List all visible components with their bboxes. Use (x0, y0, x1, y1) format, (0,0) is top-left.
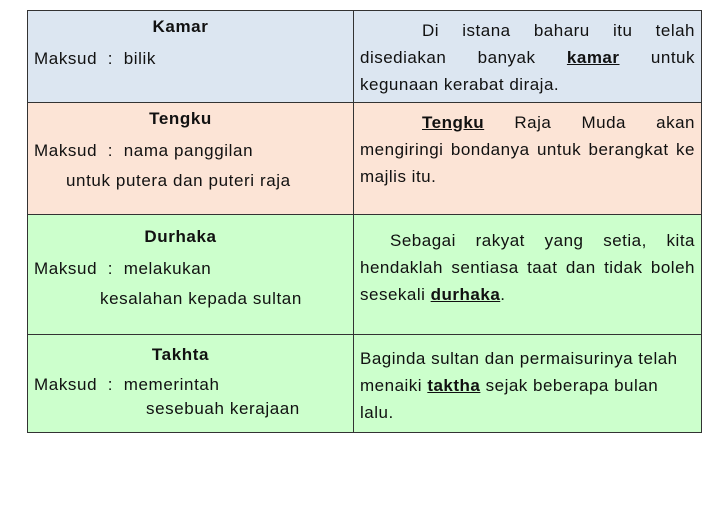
keyword: durhaka (430, 285, 501, 304)
keyword: Tengku (422, 113, 485, 132)
table-row (28, 103, 702, 215)
meaning-text: Maksud : melakukan (34, 259, 212, 278)
sentence-text-after: untuk kegunaan kerabat diraja. (360, 48, 696, 94)
keyword: kamar (566, 48, 620, 67)
sentence-text-before: Di istana baharu itu telah disediakan banyak (360, 21, 695, 67)
meaning-text: Maksud : memerintah (34, 375, 220, 394)
meaning-continuation: untuk putera dan puteri raja (66, 171, 291, 190)
vocabulary-table (27, 10, 702, 433)
sentence-cell (354, 103, 702, 215)
sentence-text-after: . (500, 285, 506, 304)
word-title: Kamar (152, 17, 209, 36)
sentence-cell (354, 215, 702, 335)
word-title: Durhaka (144, 227, 217, 246)
word-cell (28, 215, 354, 335)
sentence-text-after: sejak beberapa bulan lalu. (360, 376, 659, 422)
word-title: Takhta (151, 345, 210, 364)
keyword: taktha (427, 376, 481, 395)
sentence-text-after: Raja Muda akan mengiringi bondanya untuk berangkat ke majlis itu. (360, 113, 695, 186)
table-row (28, 11, 702, 103)
sentence-cell (354, 11, 702, 103)
word-cell (28, 335, 354, 433)
meaning-text: Maksud : nama panggilan (34, 141, 254, 160)
table-row (28, 215, 702, 335)
sentence-cell (354, 335, 702, 433)
table-row (28, 335, 702, 433)
sentence-text-before: Baginda sultan dan permaisurinya telah menaiki (360, 349, 678, 395)
meaning-text: Maksud : bilik (34, 49, 157, 68)
meaning-continuation: kesalahan kepada sultan (100, 289, 302, 308)
word-title: Tengku (149, 109, 212, 128)
word-cell (28, 11, 354, 103)
meaning-continuation: sesebuah kerajaan (146, 399, 300, 418)
word-cell (28, 103, 354, 215)
sentence-text-before: Sebagai rakyat yang setia, kita hendaklah sentiasa taat dan tidak boleh sesekali (360, 231, 695, 304)
